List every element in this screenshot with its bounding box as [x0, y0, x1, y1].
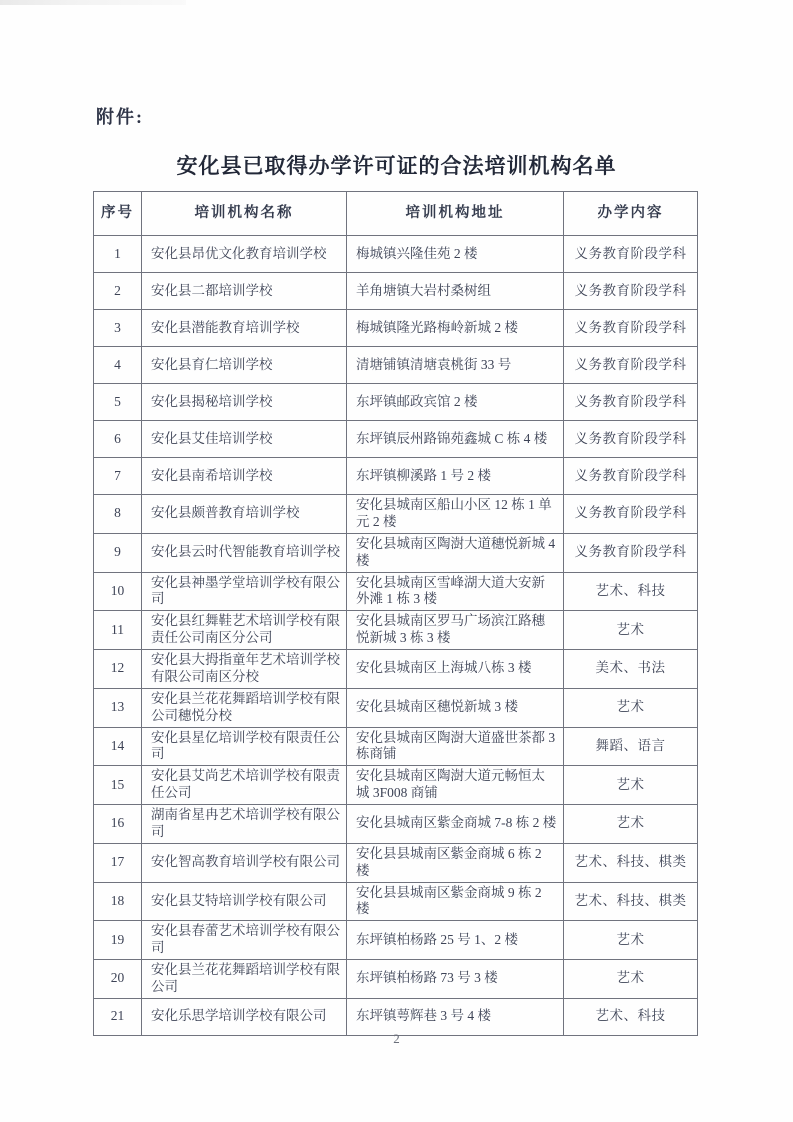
cell-teaching-content: 义务教育阶段学科 — [564, 495, 698, 534]
cell-address: 安化县城南区陶澍大道穗悦新城 4 楼 — [347, 533, 564, 572]
cell-address: 清塘铺镇清塘袁桃街 33 号 — [347, 347, 564, 384]
cell-teaching-content: 艺术 — [564, 766, 698, 805]
table-row — [94, 766, 698, 805]
cell-institution-name: 安化县春蕾艺术培训学校有限公司 — [142, 921, 347, 960]
table-row — [94, 882, 698, 921]
cell-teaching-content: 美术、书法 — [564, 650, 698, 689]
table-row — [94, 650, 698, 689]
table-row — [94, 384, 698, 421]
cell-serial-number: 6 — [94, 421, 142, 458]
table-row — [94, 921, 698, 960]
cell-serial-number: 9 — [94, 533, 142, 572]
cell-address: 东坪镇柏杨路 25 号 1、2 楼 — [347, 921, 564, 960]
cell-institution-name: 安化县二都培训学校 — [142, 273, 347, 310]
table-row — [94, 533, 698, 572]
cell-serial-number: 18 — [94, 882, 142, 921]
cell-address: 安化县城南区雪峰湖大道大安新外滩 1 栋 3 楼 — [347, 572, 564, 611]
cell-institution-name: 湖南省星冉艺术培训学校有限公司 — [142, 805, 347, 844]
cell-serial-number: 13 — [94, 688, 142, 727]
cell-address: 安化县城南区船山小区 12 栋 1 单元 2 楼 — [347, 495, 564, 534]
table-row — [94, 688, 698, 727]
cell-teaching-content: 艺术、科技、棋类 — [564, 882, 698, 921]
table-row — [94, 347, 698, 384]
cell-address: 东坪镇萼辉巷 3 号 4 楼 — [347, 998, 564, 1035]
cell-institution-name: 安化县育仁培训学校 — [142, 347, 347, 384]
cell-serial-number: 16 — [94, 805, 142, 844]
cell-serial-number: 14 — [94, 727, 142, 766]
header-teaching-content: 办学内容 — [564, 192, 698, 236]
cell-institution-name: 安化县艾特培训学校有限公司 — [142, 882, 347, 921]
cell-institution-name: 安化县昂优文化教育培训学校 — [142, 236, 347, 273]
cell-institution-name: 安化县颇普教育培训学校 — [142, 495, 347, 534]
cell-teaching-content: 义务教育阶段学科 — [564, 310, 698, 347]
cell-teaching-content: 艺术、科技、棋类 — [564, 843, 698, 882]
cell-address: 东坪镇柏杨路 73 号 3 楼 — [347, 960, 564, 999]
training-institutions-table — [93, 191, 698, 1036]
cell-address: 安化县城南区罗马广场滨江路穗悦新城 3 栋 3 楼 — [347, 611, 564, 650]
table-row — [94, 572, 698, 611]
table-header-row — [94, 192, 698, 236]
cell-institution-name: 安化县潜能教育培训学校 — [142, 310, 347, 347]
cell-institution-name: 安化县大拇指童年艺术培训学校有限公司南区分校 — [142, 650, 347, 689]
table-row — [94, 805, 698, 844]
cell-teaching-content: 义务教育阶段学科 — [564, 533, 698, 572]
cell-teaching-content: 义务教育阶段学科 — [564, 384, 698, 421]
cell-teaching-content: 舞蹈、语言 — [564, 727, 698, 766]
page-title: 安化县已取得办学许可证的合法培训机构名单 — [176, 155, 617, 178]
scan-edge-artifact — [0, 0, 186, 5]
cell-teaching-content: 艺术 — [564, 688, 698, 727]
cell-institution-name: 安化乐思学培训学校有限公司 — [142, 998, 347, 1035]
table-row — [94, 960, 698, 999]
cell-serial-number: 8 — [94, 495, 142, 534]
cell-address: 安化县县城南区紫金商城 6 栋 2 楼 — [347, 843, 564, 882]
cell-teaching-content: 艺术 — [564, 921, 698, 960]
cell-address: 东坪镇柳溪路 1 号 2 楼 — [347, 458, 564, 495]
cell-teaching-content: 艺术 — [564, 805, 698, 844]
cell-teaching-content: 艺术 — [564, 611, 698, 650]
header-institution-name: 培训机构名称 — [142, 192, 347, 236]
attachment-label: 附件: — [96, 107, 144, 127]
cell-address: 安化县城南区陶澍大道元畅恒太城 3F008 商铺 — [347, 766, 564, 805]
table-row — [94, 236, 698, 273]
cell-serial-number: 1 — [94, 236, 142, 273]
table-row — [94, 273, 698, 310]
cell-serial-number: 17 — [94, 843, 142, 882]
cell-serial-number: 4 — [94, 347, 142, 384]
cell-address: 梅城镇兴隆佳苑 2 楼 — [347, 236, 564, 273]
table-row — [94, 421, 698, 458]
cell-institution-name: 安化县艾佳培训学校 — [142, 421, 347, 458]
cell-serial-number: 11 — [94, 611, 142, 650]
table-row — [94, 495, 698, 534]
cell-address: 安化县城南区穗悦新城 3 楼 — [347, 688, 564, 727]
cell-address: 东坪镇辰州路锦苑鑫城 C 栋 4 楼 — [347, 421, 564, 458]
cell-serial-number: 15 — [94, 766, 142, 805]
table-row — [94, 310, 698, 347]
cell-institution-name: 安化县兰花花舞蹈培训学校有限公司 — [142, 960, 347, 999]
cell-institution-name: 安化县红舞鞋艺术培训学校有限责任公司南区分公司 — [142, 611, 347, 650]
header-serial-number: 序号 — [94, 192, 142, 236]
cell-teaching-content: 义务教育阶段学科 — [564, 458, 698, 495]
cell-serial-number: 7 — [94, 458, 142, 495]
header-address: 培训机构地址 — [347, 192, 564, 236]
cell-address: 安化县城南区紫金商城 7-8 栋 2 楼 — [347, 805, 564, 844]
cell-institution-name: 安化县南希培训学校 — [142, 458, 347, 495]
cell-serial-number: 10 — [94, 572, 142, 611]
cell-address: 东坪镇邮政宾馆 2 楼 — [347, 384, 564, 421]
table-row — [94, 611, 698, 650]
table-row — [94, 727, 698, 766]
cell-serial-number: 12 — [94, 650, 142, 689]
table-row — [94, 998, 698, 1035]
cell-teaching-content: 义务教育阶段学科 — [564, 236, 698, 273]
table-row — [94, 458, 698, 495]
table-body — [94, 236, 698, 1036]
cell-institution-name: 安化县艾尚艺术培训学校有限责任公司 — [142, 766, 347, 805]
cell-serial-number: 5 — [94, 384, 142, 421]
cell-teaching-content: 义务教育阶段学科 — [564, 273, 698, 310]
cell-teaching-content: 艺术、科技 — [564, 572, 698, 611]
cell-address: 羊角塘镇大岩村桑树组 — [347, 273, 564, 310]
cell-address: 安化县县城南区紫金商城 9 栋 2 楼 — [347, 882, 564, 921]
cell-address: 安化县城南区陶澍大道盛世茶都 3 栋商铺 — [347, 727, 564, 766]
cell-serial-number: 19 — [94, 921, 142, 960]
cell-serial-number: 3 — [94, 310, 142, 347]
cell-serial-number: 21 — [94, 998, 142, 1035]
cell-teaching-content: 艺术 — [564, 960, 698, 999]
page-number: 2 — [393, 1031, 400, 1046]
cell-serial-number: 20 — [94, 960, 142, 999]
cell-teaching-content: 艺术、科技 — [564, 998, 698, 1035]
cell-address: 梅城镇隆光路梅岭新城 2 楼 — [347, 310, 564, 347]
table-row — [94, 843, 698, 882]
cell-institution-name: 安化县云时代智能教育培训学校 — [142, 533, 347, 572]
cell-teaching-content: 义务教育阶段学科 — [564, 347, 698, 384]
cell-institution-name: 安化县兰花花舞蹈培训学校有限公司穗悦分校 — [142, 688, 347, 727]
cell-institution-name: 安化县揭秘培训学校 — [142, 384, 347, 421]
cell-teaching-content: 义务教育阶段学科 — [564, 421, 698, 458]
cell-address: 安化县城南区上海城八栋 3 楼 — [347, 650, 564, 689]
cell-institution-name: 安化智高教育培训学校有限公司 — [142, 843, 347, 882]
cell-serial-number: 2 — [94, 273, 142, 310]
cell-institution-name: 安化县星亿培训学校有限责任公司 — [142, 727, 347, 766]
cell-institution-name: 安化县神墨学堂培训学校有限公司 — [142, 572, 347, 611]
